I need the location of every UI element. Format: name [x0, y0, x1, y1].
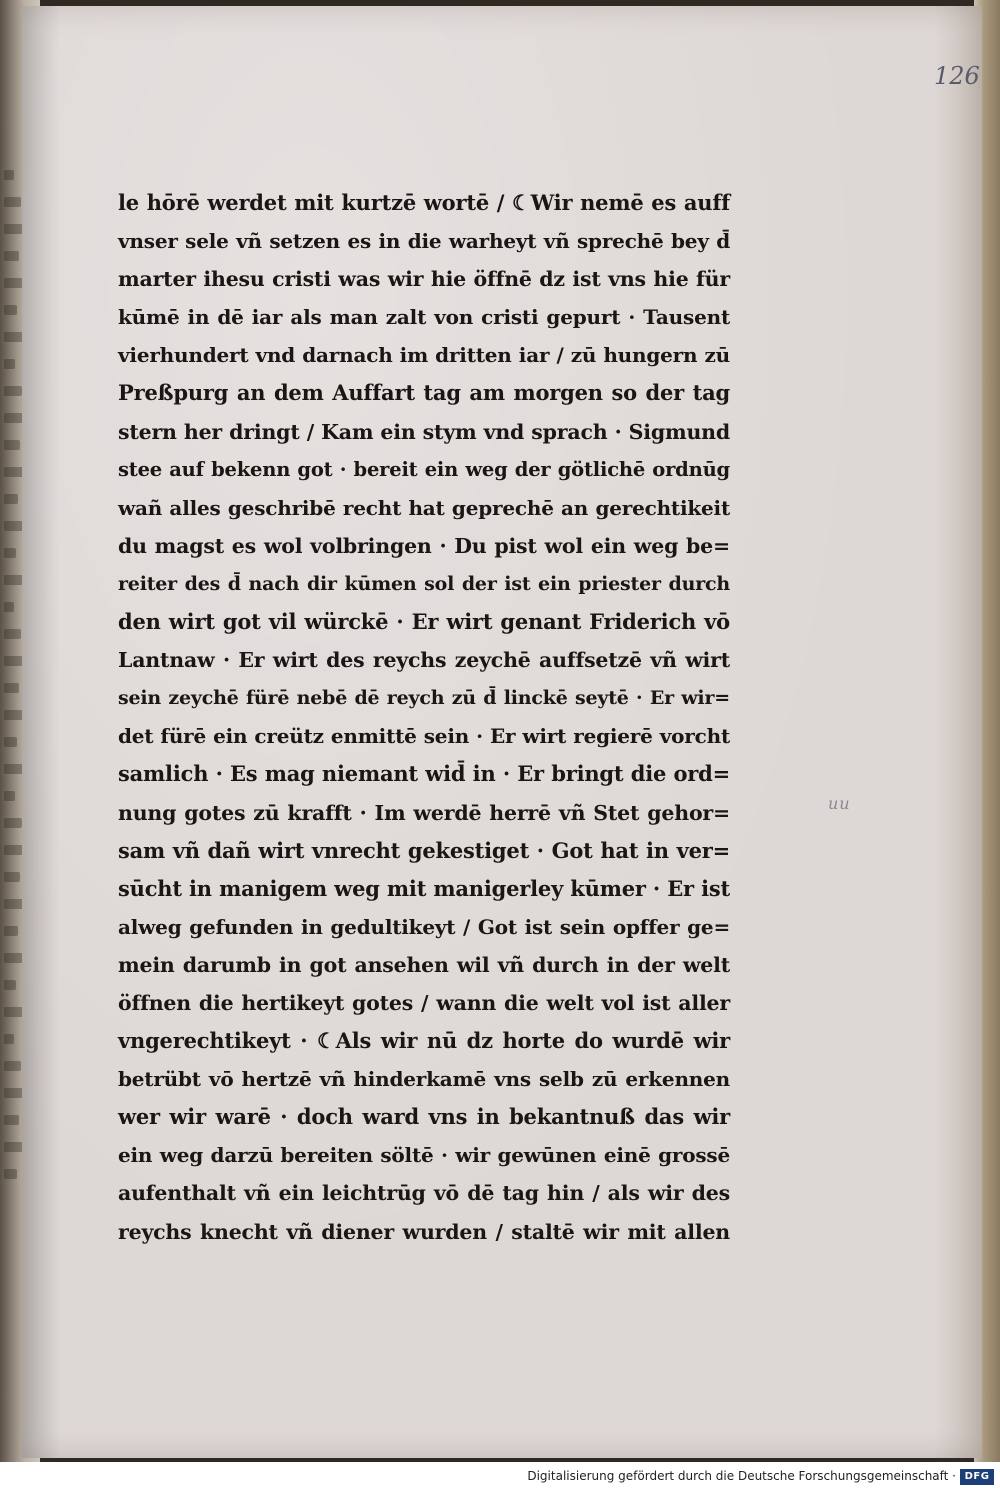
text-line: vierhundert vnd darnach im dritten iar / zū hungern zū	[118, 343, 730, 368]
show-through-mark	[4, 575, 23, 585]
text-line: stern her dringt / Kam ein stym vnd sprach · Sigmund	[118, 419, 730, 444]
show-through-mark	[4, 980, 16, 990]
show-through-mark	[4, 683, 19, 693]
funding-credit: Digitalisierung gefördert durch die Deutsche Forschungsgemeinschaft ·	[527, 1469, 956, 1483]
show-through-mark	[4, 737, 17, 747]
text-line: wañ alles geschribē recht hat geprechē an gerechtikeit	[118, 495, 730, 520]
show-through-mark	[4, 1115, 19, 1125]
show-through-mark	[4, 386, 22, 396]
text-line: sein zeychē fürē nebē dē reych zū d̄ linckē seytē · Er wir=	[118, 687, 730, 710]
text-line: du magst es wol volbringen · Du pist wol ein weg be=	[118, 533, 730, 558]
text-line: vnser sele vñ setzen es in die warheyt vñ sprechē bey d̄	[118, 229, 730, 254]
text-line: alweg gefunden in gedultikeyt / Got ist sein opffer ge=	[118, 914, 730, 939]
text-line: ein weg darzū bereiten söltē · wir gewūnen einē grossē	[118, 1143, 730, 1168]
text-line: kūmē in dē iar als man zalt von cristi gepurt · Tausent	[118, 305, 730, 330]
show-through-mark	[4, 170, 14, 180]
text-line: vngerechtikeyt · ☾Als wir nū dz horte do wurdē wir	[118, 1028, 730, 1054]
show-through-mark	[4, 1007, 23, 1017]
show-through-mark	[4, 359, 15, 369]
show-through-mark	[4, 1061, 21, 1071]
footer-bar	[0, 1462, 1000, 1494]
text-line: wer wir warē · doch ward vns in bekantnuß das wir	[118, 1104, 730, 1130]
text-line: aufenthalt vñ ein leichtrūg vō dē tag hin / als wir des	[118, 1181, 730, 1206]
text-line: öffnen die hertikeyt gotes / wann die welt vol ist aller	[118, 990, 730, 1015]
text-line: reiter des d̄ nach dir kūmen sol der ist ein priester durch	[118, 572, 730, 595]
show-through-mark	[4, 332, 24, 342]
text-line: det fürē ein creütz enmittē sein · Er wirt regierē vorcht	[118, 724, 730, 749]
show-through-mark	[4, 440, 20, 450]
text-line: sam vñ dañ wirt vnrecht gekestiget · Got hat in ver=	[118, 837, 730, 863]
show-through-mark	[4, 1169, 17, 1179]
show-through-mark	[4, 872, 20, 882]
text-line: samlich · Es mag niemant wid̄ in · Er bringt die ord=	[118, 761, 730, 787]
text-line: den wirt got vil würckē · Er wirt genant Friderich vō	[118, 609, 730, 635]
text-line: le hōrē werdet mit kurtzē wortē / ☾Wir nemē es auff	[118, 190, 730, 215]
show-through-mark	[4, 764, 24, 774]
text-line: nung gotes zū krafft · Im werdē herrē vñ Stet gehor=	[118, 800, 730, 825]
folio-number: 126	[934, 62, 980, 90]
text-line: stee auf bekenn got · bereit ein weg der götlichē ordnūg	[118, 457, 730, 481]
text-line: marter ihesu cristi was wir hie öffnē dz ist vns hie für	[118, 267, 730, 292]
show-through-mark	[4, 926, 18, 936]
book-page	[22, 6, 982, 1458]
text-line: betrübt vō hertzē vñ hinderkamē vns selb zū erkennen	[118, 1067, 730, 1092]
text-line: reychs knecht vñ diener wurden / staltē wir mit allen	[118, 1219, 730, 1244]
show-through-mark	[4, 197, 21, 207]
text-block	[118, 184, 730, 1251]
text-line: Preßpurg an dem Auffart tag am morgen so der tag	[118, 380, 730, 406]
show-through-mark	[4, 548, 16, 558]
show-through-mark	[4, 791, 15, 801]
show-through-mark	[4, 305, 17, 315]
text-line: mein darumb in got ansehen wil vñ durch in der welt	[118, 952, 730, 977]
dfg-logo: DFG	[960, 1469, 994, 1485]
show-through-mark	[4, 818, 22, 828]
margin-note: uu	[828, 794, 851, 813]
show-through-mark	[4, 602, 14, 612]
show-through-mark	[4, 251, 19, 261]
text-line: sūcht in manigem weg mit manigerley kūmer · Er ist	[118, 875, 730, 901]
text-line: Lantnaw · Er wirt des reychs zeychē auffsetzē vñ wirt	[118, 648, 730, 673]
show-through-mark	[4, 494, 18, 504]
show-through-mark	[4, 1034, 14, 1044]
show-through-mark	[4, 629, 21, 639]
